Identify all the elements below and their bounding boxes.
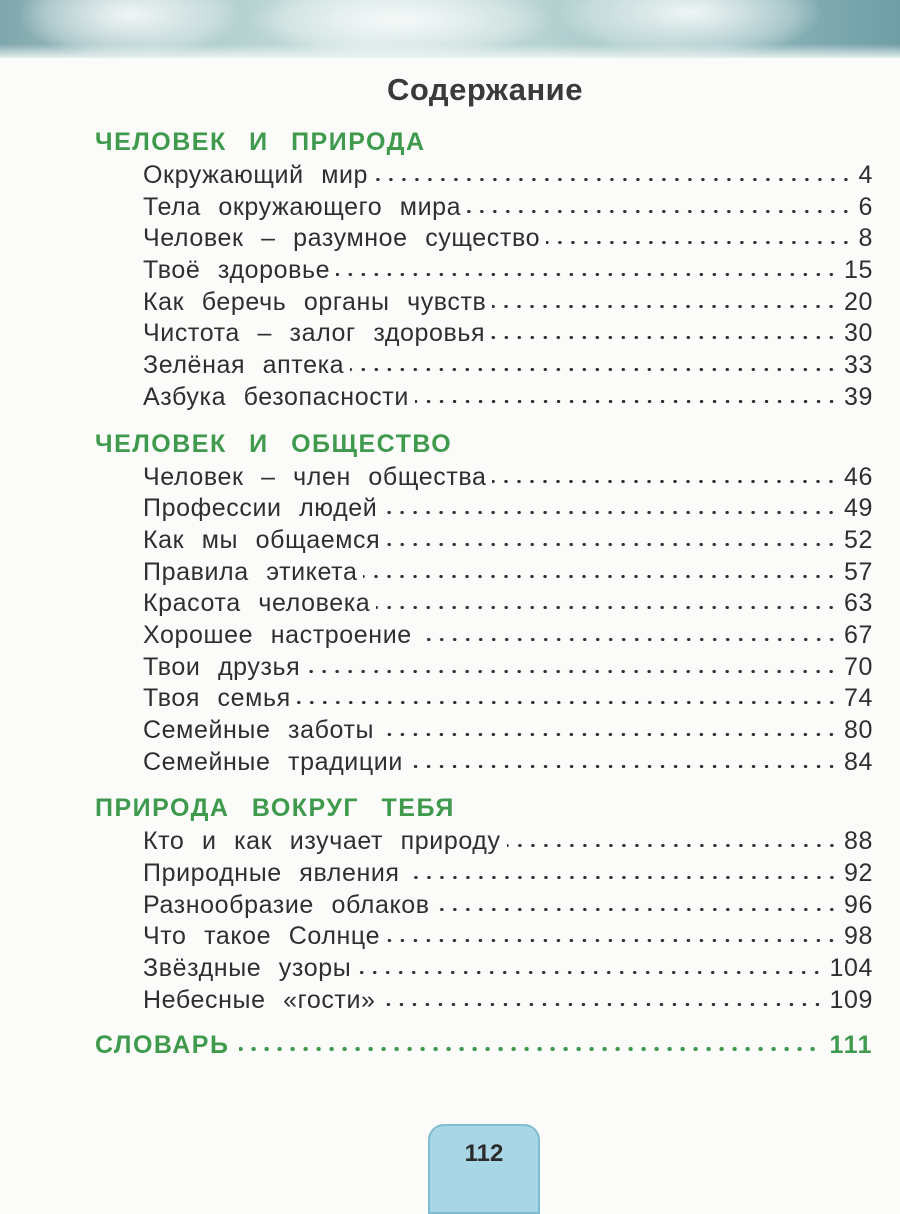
dot-leader xyxy=(382,1003,824,1006)
entry-page: 8 xyxy=(858,224,873,253)
entry-title: Природные явления xyxy=(143,859,400,888)
toc-entry[interactable] xyxy=(143,493,873,525)
page-title: Содержание xyxy=(387,72,583,107)
toc-entry[interactable] xyxy=(143,890,873,922)
entry-title: Человек – разумное существо xyxy=(143,224,541,253)
toc-entry[interactable] xyxy=(143,588,873,620)
toc-entry[interactable] xyxy=(143,318,873,350)
table-of-contents xyxy=(95,124,873,1063)
entry-page: 98 xyxy=(843,922,873,951)
entry-title: Профессии людей xyxy=(143,494,378,523)
entry-title: Кто и как изучает природу xyxy=(143,827,501,856)
entry-page: 63 xyxy=(843,589,873,618)
entry-page: 109 xyxy=(829,985,873,1014)
dot-leader xyxy=(467,210,852,213)
dot-leader xyxy=(336,273,838,276)
dot-leader xyxy=(492,305,838,308)
entry-page: 80 xyxy=(843,716,873,744)
toc-entry[interactable] xyxy=(143,858,873,890)
toc-entry[interactable] xyxy=(143,953,873,985)
dictionary-title: СЛОВАРЬ xyxy=(95,1030,230,1059)
dot-leader xyxy=(415,400,838,403)
toc-entry[interactable] xyxy=(143,525,873,557)
dot-leader xyxy=(376,606,838,609)
entry-page: 39 xyxy=(843,382,873,411)
entry-page: 52 xyxy=(843,525,873,554)
dictionary-page: 111 xyxy=(829,1030,873,1059)
entry-page: 92 xyxy=(843,859,873,888)
dot-leader xyxy=(418,638,838,641)
page-number-tab xyxy=(428,1124,540,1214)
toc-entry[interactable] xyxy=(143,683,873,715)
toc-entry[interactable] xyxy=(143,350,873,382)
toc-entry[interactable] xyxy=(143,192,873,224)
dot-leader xyxy=(507,844,838,847)
entry-title: Азбука безопасности xyxy=(143,382,409,411)
dot-leader xyxy=(406,876,838,879)
toc-entry[interactable] xyxy=(143,462,873,494)
entry-page: 57 xyxy=(843,557,873,586)
section-heading: ЧЕЛОВЕК И ПРИРОДА xyxy=(95,128,426,156)
entry-page: 33 xyxy=(843,351,873,380)
entry-title: Красота человека xyxy=(143,589,371,618)
toc-entry[interactable] xyxy=(143,255,873,287)
entry-page: 49 xyxy=(843,494,873,523)
toc-section xyxy=(95,124,873,414)
entry-page: 84 xyxy=(843,747,873,776)
entry-title: Небесные «гости» xyxy=(143,985,376,1014)
dot-leader xyxy=(357,971,823,974)
dot-leader xyxy=(306,670,838,673)
entry-page: 74 xyxy=(843,684,873,713)
dot-leader xyxy=(380,733,838,736)
entry-title: Тела окружающего мира xyxy=(143,192,462,221)
dot-leader xyxy=(374,178,852,181)
toc-section xyxy=(95,426,873,779)
top-sky-banner xyxy=(0,0,900,58)
toc-entry[interactable] xyxy=(143,652,873,684)
entry-title: Человек – член общества xyxy=(143,462,487,491)
section-heading: ПРИРОДА ВОКРУГ ТЕБЯ xyxy=(95,794,455,823)
dot-leader xyxy=(363,575,838,578)
entry-title: Правила этикета xyxy=(143,557,358,586)
entry-page: 67 xyxy=(843,620,873,649)
entry-page: 46 xyxy=(843,462,873,491)
entry-title: Чистота – залог здоровья xyxy=(143,319,486,348)
dot-leader xyxy=(386,939,838,942)
dot-leader xyxy=(436,908,838,911)
dot-leader xyxy=(297,701,838,704)
entry-title: Зелёная аптека xyxy=(143,351,345,380)
page-number: 112 xyxy=(464,1140,504,1167)
dot-leader xyxy=(383,511,838,514)
dot-leader xyxy=(492,480,838,483)
entry-page: 104 xyxy=(829,954,873,983)
entry-title: Что такое Солнце xyxy=(143,922,381,951)
toc-entry[interactable] xyxy=(143,620,873,652)
toc-entry[interactable] xyxy=(143,747,873,779)
entry-title: Семейные традиции xyxy=(143,747,403,776)
entry-title: Твоя семья xyxy=(143,684,291,713)
toc-section xyxy=(95,790,873,1016)
dot-leader xyxy=(350,368,838,371)
dot-leader xyxy=(386,543,838,546)
toc-entry[interactable] xyxy=(143,223,873,255)
entry-title: Хорошее настроение xyxy=(143,620,412,649)
entry-title: Твоё здоровье xyxy=(143,256,331,285)
toc-dictionary-entry[interactable] xyxy=(95,1027,873,1063)
toc-entry[interactable] xyxy=(143,921,873,953)
entry-page: 15 xyxy=(843,256,873,285)
entry-title: Твои друзья xyxy=(143,652,301,681)
entry-page: 30 xyxy=(843,319,873,348)
entry-page: 88 xyxy=(843,827,873,856)
toc-entry[interactable] xyxy=(143,160,873,192)
dot-leader xyxy=(546,241,852,244)
dot-leader xyxy=(239,1047,819,1051)
toc-entry[interactable] xyxy=(143,557,873,589)
toc-entry[interactable] xyxy=(143,715,873,747)
entry-title: Окружающий мир xyxy=(143,161,369,189)
entry-title: Звёздные узоры xyxy=(143,954,352,983)
entry-title: Семейные заботы xyxy=(143,716,375,744)
entry-page: 70 xyxy=(843,652,873,681)
toc-entry[interactable] xyxy=(143,382,873,414)
entry-page: 20 xyxy=(843,287,873,316)
entry-title: Разнообразие облаков xyxy=(143,890,430,919)
section-heading: ЧЕЛОВЕК И ОБЩЕСТВО xyxy=(95,429,453,458)
toc-entry[interactable] xyxy=(143,826,873,858)
entry-title: Как мы общаемся xyxy=(143,525,381,554)
toc-entry[interactable] xyxy=(143,287,873,319)
entry-page: 6 xyxy=(858,192,873,221)
entry-page: 96 xyxy=(843,890,873,919)
entry-page: 4 xyxy=(858,161,873,189)
toc-entry[interactable] xyxy=(143,985,873,1017)
dot-leader xyxy=(409,765,838,768)
entry-title: Как беречь органы чувств xyxy=(143,287,487,316)
dot-leader xyxy=(491,336,838,339)
